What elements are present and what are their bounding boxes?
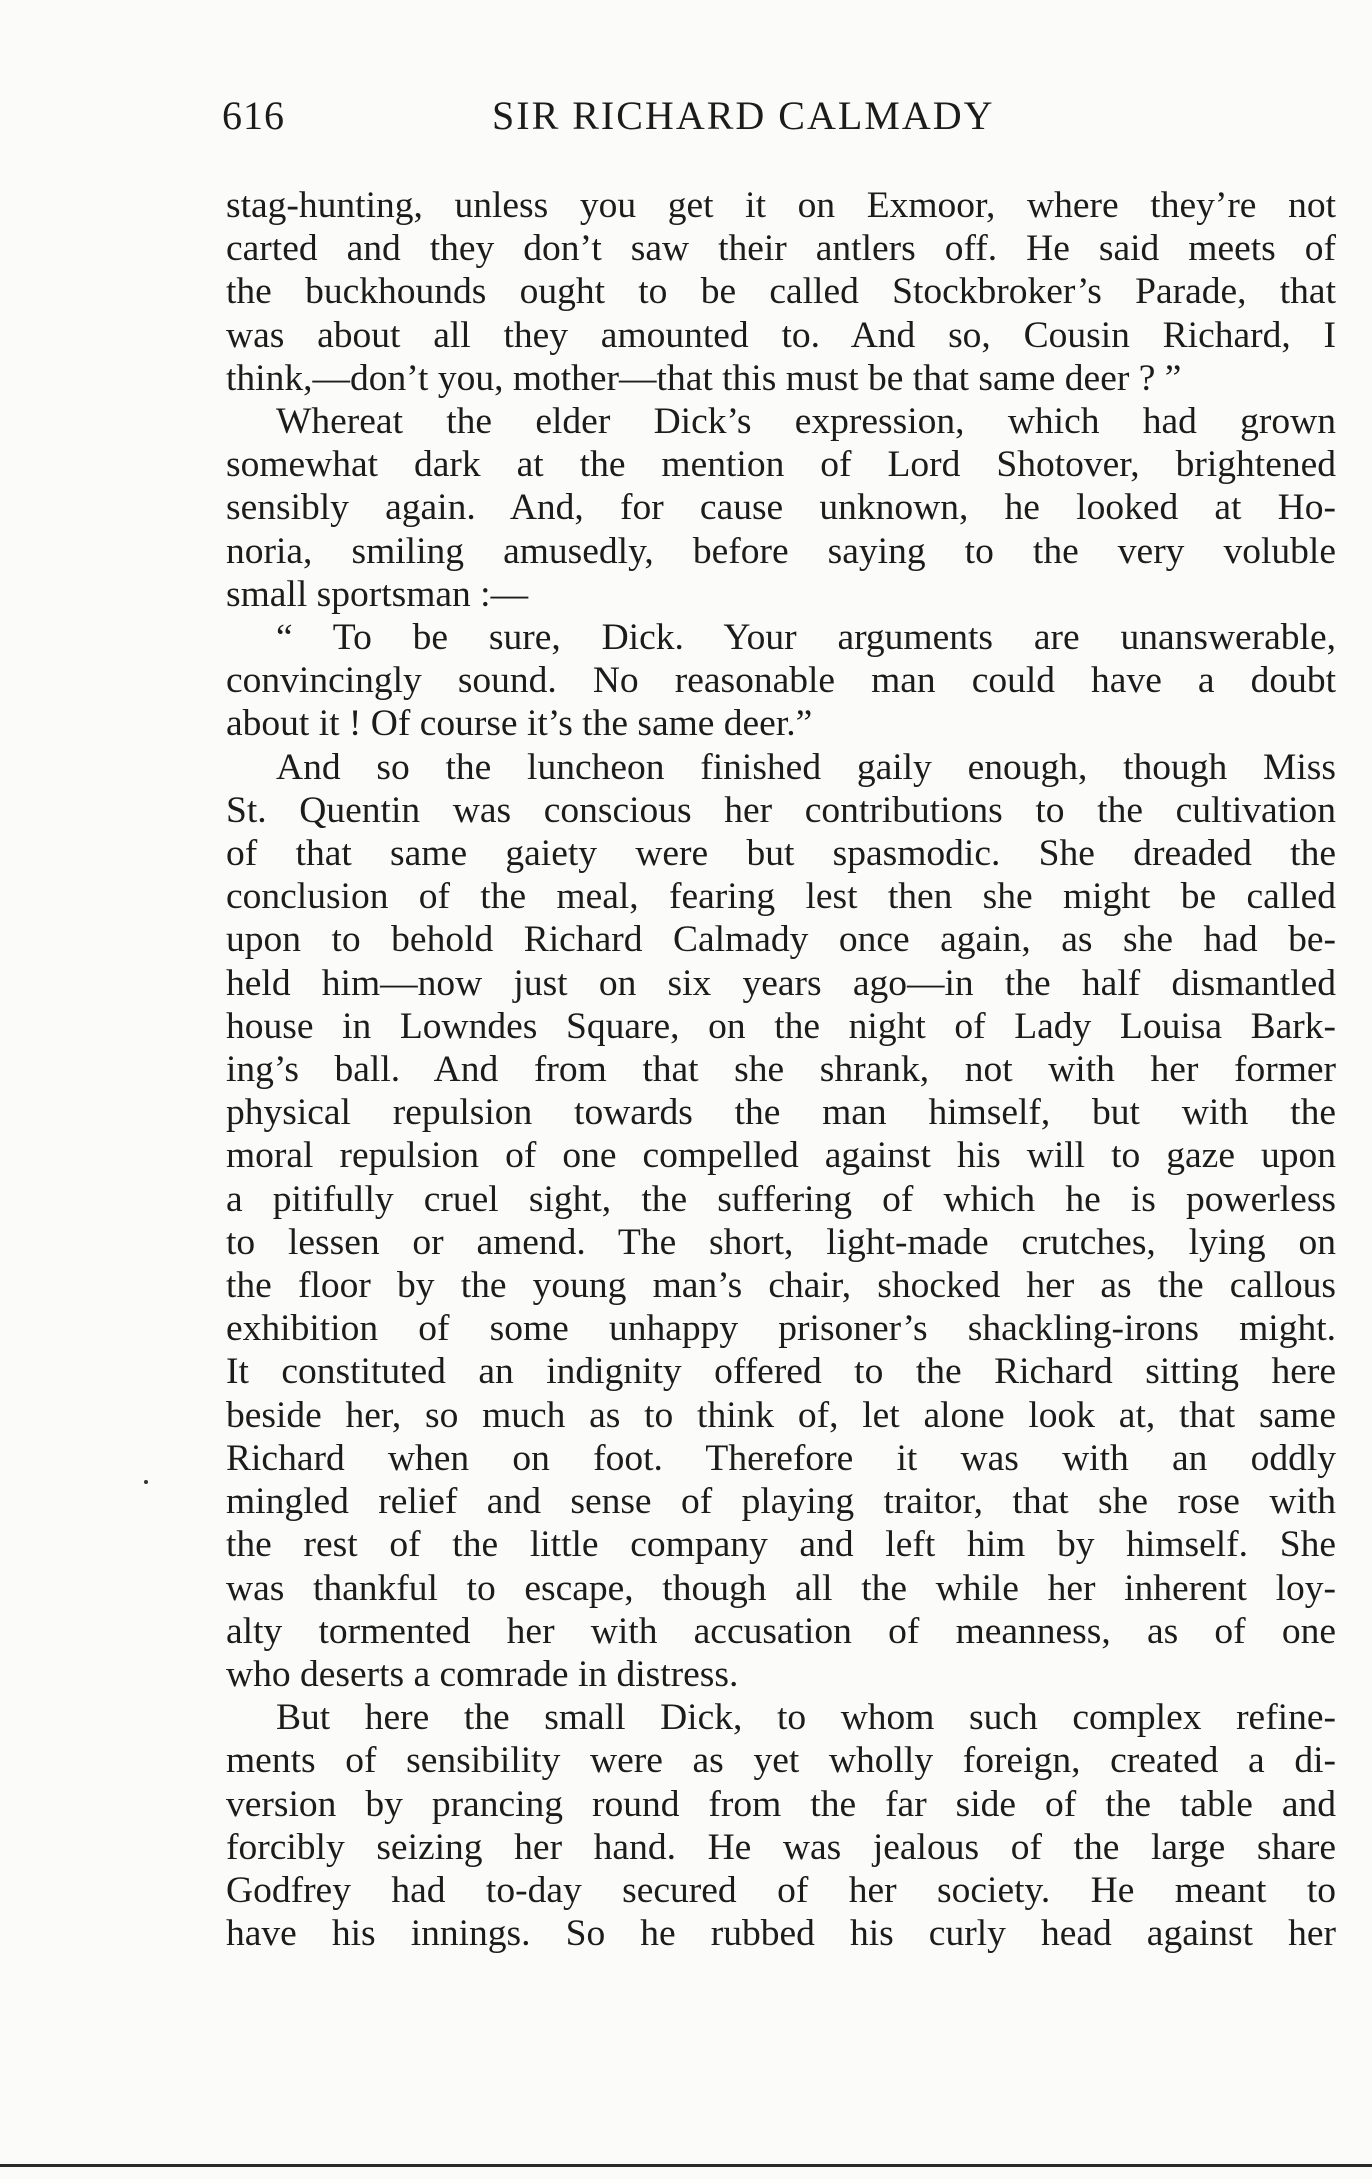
text-line: ments of sensibility were as yet wholly foreign, created a di-: [226, 1740, 1336, 1782]
paragraph: [226, 1696, 1336, 1955]
text-line: the buckhounds ought to be called Stockbroker’s Parade, that: [226, 271, 1336, 313]
text-line: forcibly seizing her hand. He was jealous of the large share: [226, 1826, 1336, 1868]
text-line: carted and they don’t saw their antlers off. He said meets of: [226, 228, 1336, 270]
paragraph: [226, 400, 1336, 616]
text-line: have his innings. So he rubbed his curly head against her: [226, 1913, 1336, 1955]
text-line: upon to behold Richard Calmady once again, as she had be-: [226, 919, 1336, 961]
text-line: was thankful to escape, though all the while her inherent loy-: [226, 1567, 1336, 1609]
text-line: a pitifully cruel sight, the suffering of which he is powerless: [226, 1178, 1336, 1220]
paragraph: [226, 184, 1336, 400]
text-line: sensibly again. And, for cause unknown, he looked at Ho-: [226, 487, 1336, 529]
text-line: version by prancing round from the far side of the table and: [226, 1783, 1336, 1825]
text-line: small sportsman :—: [226, 573, 529, 615]
text-line: convincingly sound. No reasonable man could have a doubt: [226, 660, 1336, 702]
text-line: think,—don’t you, mother—that this must be that same deer ? ”: [226, 357, 1182, 399]
text-line: St. Quentin was conscious her contributions to the cultivation: [226, 789, 1336, 831]
text-line: conclusion of the meal, fearing lest then she might be called: [226, 876, 1336, 918]
text-line: It constituted an indignity offered to the Richard sitting here: [226, 1351, 1336, 1393]
text-line: the rest of the little company and left him by himself. She: [226, 1524, 1336, 1566]
text-line: Godfrey had to-day secured of her society. He meant to: [226, 1869, 1336, 1911]
page-header: [222, 92, 1342, 152]
text-line: who deserts a comrade in distress.: [226, 1653, 739, 1695]
text-line: physical repulsion towards the man himself, but with the: [226, 1092, 1336, 1134]
running-title: SIR RICHARD CALMADY: [492, 93, 995, 138]
text-line: exhibition of some unhappy prisoner’s shackling-irons might.: [226, 1308, 1336, 1350]
text-line: And so the luncheon finished gaily enough, though Miss: [276, 746, 1336, 788]
text-line: about it ! Of course it’s the same deer.”: [226, 703, 813, 745]
text-line: to lessen or amend. The short, light-made crutches, lying on: [226, 1221, 1336, 1263]
text-line: moral repulsion of one compelled against his will to gaze upon: [226, 1135, 1336, 1177]
text-line: mingled relief and sense of playing traitor, that she rose with: [226, 1481, 1336, 1523]
text-line: beside her, so much as to think of, let alone look at, that same: [226, 1394, 1336, 1436]
bottom-scan-edge: [0, 2164, 1372, 2167]
text-line: of that same gaiety were but spasmodic. She dreaded the: [226, 833, 1336, 875]
text-line: alty tormented her with accusation of meanness, as of one: [226, 1610, 1336, 1652]
text-line: held him—now just on six years ago—in the half dismantled: [226, 962, 1336, 1004]
page-number: 616: [222, 93, 285, 138]
text-line: the floor by the young man’s chair, shocked her as the callous: [226, 1265, 1336, 1307]
text-line: stag-hunting, unless you get it on Exmoor, where they’re not: [226, 185, 1336, 226]
text-line: Whereat the elder Dick’s expression, which had grown: [276, 401, 1336, 443]
text-line: was about all they amounted to. And so, Cousin Richard, I: [226, 314, 1336, 356]
paragraph: [226, 616, 1336, 746]
text-line: house in Lowndes Square, on the night of Lady Louisa Bark-: [226, 1005, 1336, 1047]
text-line: noria, smiling amusedly, before saying to the very voluble: [226, 530, 1336, 572]
paragraph: [226, 746, 1336, 1696]
text-line: ing’s ball. And from that she shrank, not with her former: [226, 1049, 1336, 1091]
text-line: somewhat dark at the mention of Lord Shotover, brightened: [226, 444, 1336, 486]
text-line: But here the small Dick, to whom such complex refine-: [276, 1697, 1336, 1739]
text-line: “ To be sure, Dick. Your arguments are unanswerable,: [276, 617, 1336, 659]
print-speck: [144, 1480, 148, 1484]
text-line: Richard when on foot. Therefore it was with an oddly: [226, 1437, 1336, 1479]
body-text: [226, 184, 1336, 1955]
